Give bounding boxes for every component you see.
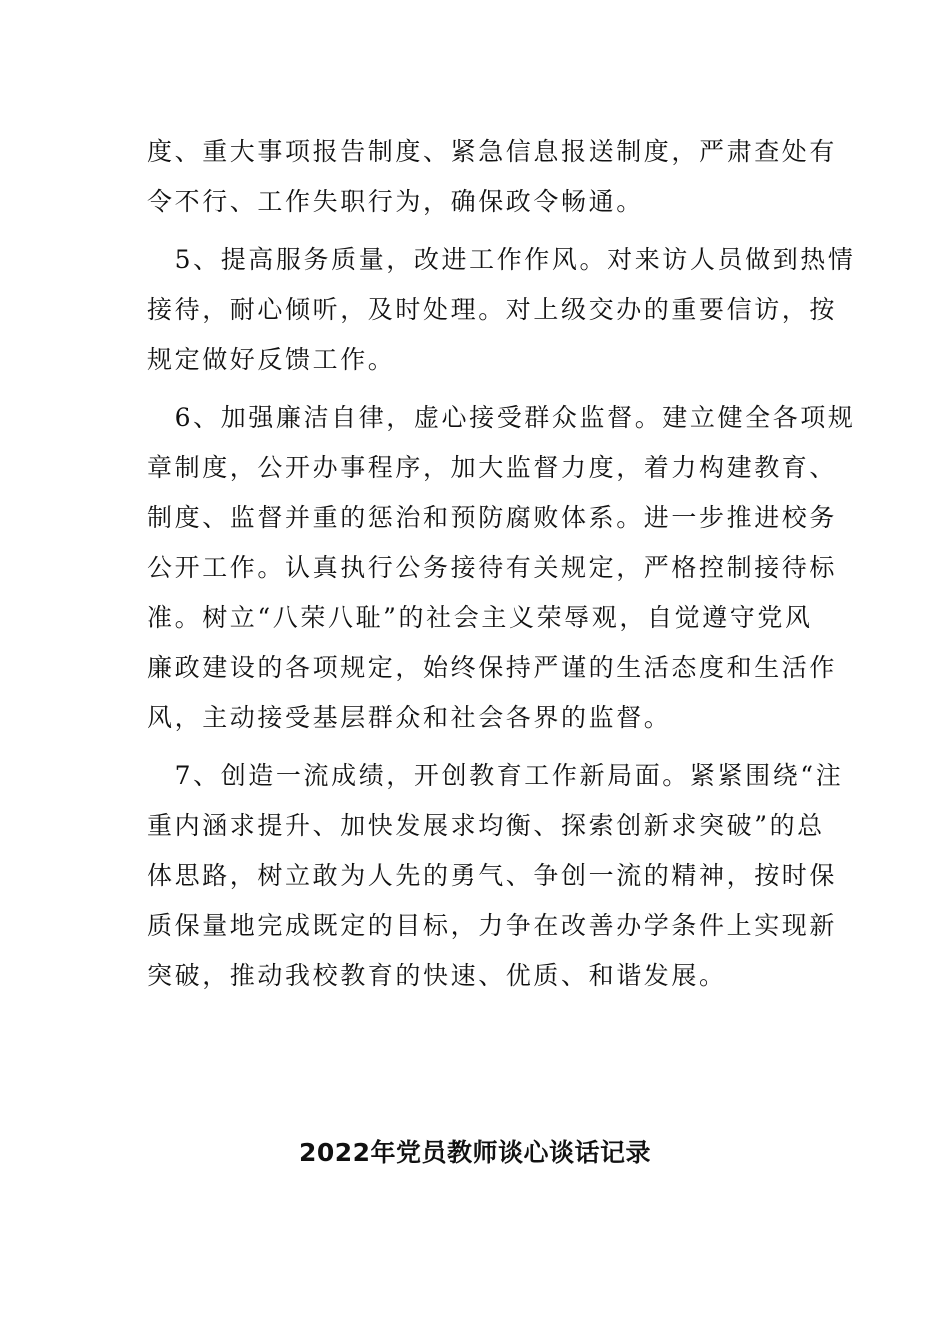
paragraph-3-line-1: 6、加强廉洁自律，虚心接受群众监督。建立健全各项规: [147, 403, 856, 432]
paragraph-4-line-4: 质保量地完成既定的目标，力争在改善办学条件上实现新: [147, 911, 838, 940]
paragraph-3-line-7: 风，主动接受基层群众和社会各界的监督。: [147, 703, 672, 732]
paragraph-2-line-2: 接待，耐心倾听，及时处理。对上级交办的重要信访，按: [147, 295, 838, 324]
paragraph-4-line-5: 突破，推动我校教育的快速、优质、和谐发展。: [147, 961, 727, 990]
paragraph-4-line-3: 体思路，树立敢为人先的勇气、争创一流的精神，按时保: [147, 861, 838, 890]
paragraph-3-line-2: 章制度，公开办事程序，加大监督力度，着力构建教育、: [147, 453, 838, 482]
paragraph-4-line-1: 7、创造一流成绩，开创教育工作新局面。紧紧围绕“注: [147, 761, 844, 790]
paragraph-1-line-1: 度、重大事项报告制度、紧急信息报送制度，严肃查处有: [147, 137, 838, 166]
paragraph-2-line-3: 规定做好反馈工作。: [147, 345, 396, 374]
paragraph-4-line-2: 重内涵求提升、加快发展求均衡、探索创新求突破”的总: [147, 811, 825, 840]
paragraph-3-line-5: 准。树立“八荣八耻”的社会主义荣辱观，自觉遵守党风: [147, 603, 813, 632]
paragraph-3-line-4: 公开工作。认真执行公务接待有关规定，严格控制接待标: [147, 553, 838, 582]
section-title: 2022年党员教师谈心谈话记录: [298, 1138, 652, 1167]
paragraph-3-line-6: 廉政建设的各项规定，始终保持严谨的生活态度和生活作: [147, 653, 838, 682]
paragraph-1-line-2: 令不行、工作失职行为，确保政令畅通。: [147, 187, 644, 216]
paragraph-2-line-1: 5、提高服务质量，改进工作作风。对来访人员做到热情: [147, 245, 856, 274]
paragraph-3-line-3: 制度、监督并重的惩治和预防腐败体系。进一步推进校务: [147, 503, 838, 532]
